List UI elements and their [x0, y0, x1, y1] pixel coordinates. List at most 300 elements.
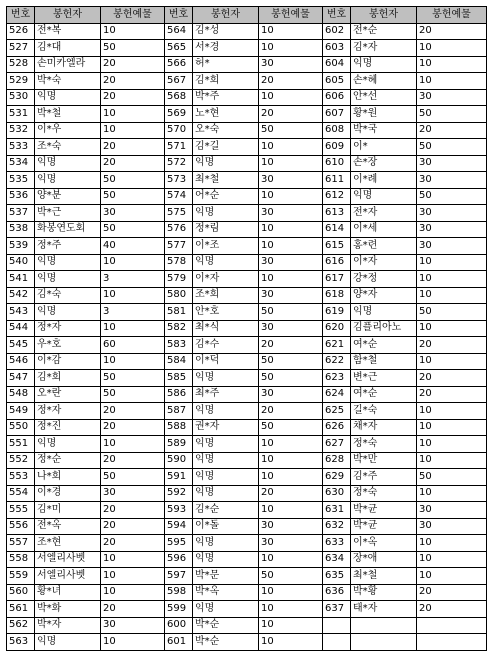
cell-offering: 30	[417, 518, 487, 535]
cell-number: 579	[165, 271, 193, 288]
cell-number: 598	[165, 584, 193, 601]
cell-offering: 10	[417, 485, 487, 502]
cell-number: 556	[7, 518, 35, 535]
cell-offering: 20	[417, 23, 487, 40]
cell-donor: 이*덕	[193, 353, 259, 370]
cell-donor: 익명	[193, 254, 259, 271]
cell-donor: 익명	[193, 551, 259, 568]
cell-number: 531	[7, 106, 35, 123]
cell-donor: 최*주	[193, 386, 259, 403]
cell-offering: 10	[259, 188, 323, 205]
table-row	[7, 221, 487, 238]
cell-number: 596	[165, 551, 193, 568]
cell-donor: 조*희	[193, 287, 259, 304]
cell-donor: 황*원	[351, 106, 417, 123]
cell-offering: 10	[417, 320, 487, 337]
cell-number: 562	[7, 617, 35, 634]
cell-donor: 김*대	[35, 40, 101, 57]
cell-donor: 익명	[35, 254, 101, 271]
cell-number: 588	[165, 419, 193, 436]
cell-donor: 권*자	[193, 419, 259, 436]
cell-donor	[351, 617, 417, 634]
cell-donor: 손*혜	[351, 73, 417, 90]
cell-number: 621	[323, 337, 351, 354]
cell-number: 586	[165, 386, 193, 403]
cell-number: 610	[323, 155, 351, 172]
cell-donor	[351, 634, 417, 651]
cell-number: 590	[165, 452, 193, 469]
table-row	[7, 254, 487, 271]
cell-number: 574	[165, 188, 193, 205]
cell-donor: 익명	[193, 436, 259, 453]
table-row	[7, 617, 487, 634]
cell-offering: 20	[259, 485, 323, 502]
cell-donor: 김*자	[351, 40, 417, 57]
table-row	[7, 452, 487, 469]
cell-donor: 채*자	[351, 419, 417, 436]
cell-offering: 3	[101, 271, 165, 288]
cell-donor: 이*자	[193, 271, 259, 288]
cell-offering: 40	[101, 238, 165, 255]
cell-offering: 30	[417, 502, 487, 519]
header-donor: 봉헌자	[193, 7, 259, 24]
cell-number: 552	[7, 452, 35, 469]
cell-donor: 이*경	[35, 485, 101, 502]
cell-donor: 박*만	[351, 452, 417, 469]
cell-offering: 10	[259, 469, 323, 486]
cell-number: 534	[7, 155, 35, 172]
cell-number: 601	[165, 634, 193, 651]
cell-offering: 10	[417, 40, 487, 57]
cell-offering: 10	[101, 353, 165, 370]
cell-offering: 10	[259, 502, 323, 519]
cell-number: 582	[165, 320, 193, 337]
cell-offering: 50	[259, 568, 323, 585]
cell-donor: 익명	[35, 271, 101, 288]
table-row	[7, 205, 487, 222]
cell-number: 631	[323, 502, 351, 519]
cell-offering: 20	[259, 403, 323, 420]
table-row	[7, 56, 487, 73]
cell-donor: 최*식	[193, 320, 259, 337]
cell-number: 581	[165, 304, 193, 321]
cell-offering: 10	[101, 254, 165, 271]
table-row	[7, 40, 487, 57]
cell-number: 558	[7, 551, 35, 568]
cell-number: 585	[165, 370, 193, 387]
cell-donor: 박*균	[351, 502, 417, 519]
cell-offering: 10	[101, 568, 165, 585]
cell-number: 603	[323, 40, 351, 57]
table-row	[7, 106, 487, 123]
cell-number: 549	[7, 403, 35, 420]
cell-donor: 익명	[35, 304, 101, 321]
cell-number: 578	[165, 254, 193, 271]
table-row	[7, 337, 487, 354]
cell-donor: 익명	[193, 469, 259, 486]
cell-number: 605	[323, 73, 351, 90]
cell-donor: 김플리아노	[351, 320, 417, 337]
cell-donor: 정*진	[35, 419, 101, 436]
cell-offering: 10	[101, 122, 165, 139]
cell-offering: 10	[259, 584, 323, 601]
cell-offering: 10	[101, 436, 165, 453]
cell-number: 572	[165, 155, 193, 172]
cell-number: 571	[165, 139, 193, 156]
cell-offering: 10	[417, 419, 487, 436]
table-row	[7, 122, 487, 139]
cell-offering: 10	[101, 551, 165, 568]
cell-donor: 노*현	[193, 106, 259, 123]
cell-offering: 10	[101, 320, 165, 337]
cell-number: 600	[165, 617, 193, 634]
table-row	[7, 238, 487, 255]
cell-offering: 10	[417, 551, 487, 568]
table-row	[7, 73, 487, 90]
cell-number: 554	[7, 485, 35, 502]
cell-donor: 김*주	[351, 469, 417, 486]
cell-number: 530	[7, 89, 35, 106]
cell-offering: 10	[417, 403, 487, 420]
cell-donor: 익명	[35, 172, 101, 189]
header-row	[7, 7, 487, 24]
cell-number: 606	[323, 89, 351, 106]
cell-offering: 10	[259, 89, 323, 106]
cell-donor: 전*자	[351, 205, 417, 222]
cell-offering: 10	[101, 106, 165, 123]
cell-offering: 10	[101, 287, 165, 304]
header-donor: 봉헌자	[351, 7, 417, 24]
cell-donor: 최*철	[351, 568, 417, 585]
cell-offering	[417, 634, 487, 651]
cell-number: 616	[323, 254, 351, 271]
cell-donor: 길*숙	[351, 403, 417, 420]
cell-donor: 익명	[193, 452, 259, 469]
cell-offering: 20	[101, 139, 165, 156]
cell-donor: 화봉연도회	[35, 221, 101, 238]
cell-offering: 50	[417, 106, 487, 123]
cell-donor: 나*희	[35, 469, 101, 486]
header-offering: 봉헌예물	[101, 7, 165, 24]
cell-offering: 30	[417, 205, 487, 222]
cell-offering: 60	[101, 337, 165, 354]
table-header	[7, 7, 487, 24]
cell-number: 573	[165, 172, 193, 189]
cell-offering: 50	[417, 304, 487, 321]
cell-number: 629	[323, 469, 351, 486]
cell-offering: 30	[259, 535, 323, 552]
cell-number: 542	[7, 287, 35, 304]
cell-offering: 50	[259, 370, 323, 387]
cell-offering: 20	[101, 452, 165, 469]
cell-number: 591	[165, 469, 193, 486]
table-row	[7, 353, 487, 370]
cell-donor: 김*희	[193, 73, 259, 90]
table-row	[7, 485, 487, 502]
cell-number: 637	[323, 601, 351, 618]
cell-donor: 박*화	[35, 601, 101, 618]
cell-number: 611	[323, 172, 351, 189]
cell-offering: 20	[101, 502, 165, 519]
cell-number: 551	[7, 436, 35, 453]
cell-number: 540	[7, 254, 35, 271]
cell-offering: 10	[101, 584, 165, 601]
cell-donor: 안*선	[351, 89, 417, 106]
cell-offering: 10	[259, 221, 323, 238]
cell-number: 539	[7, 238, 35, 255]
cell-donor: 전*복	[35, 23, 101, 40]
table-row	[7, 155, 487, 172]
cell-number: 624	[323, 386, 351, 403]
cell-donor: 박*국	[351, 122, 417, 139]
cell-offering: 20	[417, 386, 487, 403]
cell-offering: 30	[259, 205, 323, 222]
header-offering: 봉헌예물	[259, 7, 323, 24]
table-row	[7, 320, 487, 337]
table-row	[7, 535, 487, 552]
cell-offering: 50	[259, 122, 323, 139]
table-row	[7, 271, 487, 288]
cell-number: 580	[165, 287, 193, 304]
cell-donor: 박*순	[193, 634, 259, 651]
cell-number: 566	[165, 56, 193, 73]
cell-offering: 30	[259, 320, 323, 337]
cell-number: 599	[165, 601, 193, 618]
cell-offering: 10	[259, 436, 323, 453]
cell-donor: 박*문	[193, 568, 259, 585]
cell-offering: 30	[259, 386, 323, 403]
table-row	[7, 584, 487, 601]
cell-donor: 전*옥	[35, 518, 101, 535]
cell-number: 559	[7, 568, 35, 585]
cell-number: 544	[7, 320, 35, 337]
cell-number: 583	[165, 337, 193, 354]
cell-donor: 익명	[193, 485, 259, 502]
cell-number: 592	[165, 485, 193, 502]
cell-donor: 황*녀	[35, 584, 101, 601]
cell-offering: 30	[259, 518, 323, 535]
cell-donor: 익명	[193, 370, 259, 387]
table-row	[7, 436, 487, 453]
cell-offering: 50	[259, 304, 323, 321]
header-number: 번호	[165, 7, 193, 24]
table-row	[7, 502, 487, 519]
cell-donor: 손*장	[351, 155, 417, 172]
cell-number: 538	[7, 221, 35, 238]
cell-number: 589	[165, 436, 193, 453]
cell-donor: 양*분	[35, 188, 101, 205]
table-row	[7, 601, 487, 618]
cell-donor: 김*수	[193, 337, 259, 354]
cell-number: 553	[7, 469, 35, 486]
cell-donor: 손미카엘라	[35, 56, 101, 73]
cell-number: 527	[7, 40, 35, 57]
header-offering: 봉헌예물	[417, 7, 487, 24]
cell-donor: 익명	[35, 155, 101, 172]
cell-donor: 서엘리사벳	[35, 568, 101, 585]
cell-offering: 20	[101, 535, 165, 552]
cell-donor: 조*숙	[35, 139, 101, 156]
table-row	[7, 287, 487, 304]
cell-donor: 태*자	[351, 601, 417, 618]
cell-number: 602	[323, 23, 351, 40]
table-body	[7, 23, 487, 650]
cell-number: 607	[323, 106, 351, 123]
cell-donor: 박*숙	[35, 73, 101, 90]
cell-number: 617	[323, 271, 351, 288]
cell-offering: 30	[417, 221, 487, 238]
cell-offering: 30	[417, 238, 487, 255]
cell-number: 608	[323, 122, 351, 139]
cell-donor: 박*황	[351, 584, 417, 601]
cell-offering: 10	[417, 73, 487, 90]
cell-number: 565	[165, 40, 193, 57]
cell-number: 541	[7, 271, 35, 288]
cell-number: 636	[323, 584, 351, 601]
table-row	[7, 419, 487, 436]
cell-donor: 허*	[193, 56, 259, 73]
cell-donor: 김*성	[193, 23, 259, 40]
cell-donor: 이*자	[351, 254, 417, 271]
cell-offering: 20	[101, 403, 165, 420]
cell-donor: 익명	[193, 601, 259, 618]
cell-number: 628	[323, 452, 351, 469]
cell-donor: 장*애	[351, 551, 417, 568]
cell-offering: 20	[417, 601, 487, 618]
cell-donor: 이*우	[35, 122, 101, 139]
table-row	[7, 172, 487, 189]
cell-donor: 익명	[35, 89, 101, 106]
cell-offering: 20	[417, 337, 487, 354]
cell-donor: 이*감	[35, 353, 101, 370]
cell-number: 630	[323, 485, 351, 502]
cell-offering: 10	[259, 238, 323, 255]
cell-donor: 함*철	[351, 353, 417, 370]
cell-number: 620	[323, 320, 351, 337]
cell-donor: 김*길	[193, 139, 259, 156]
cell-number: 561	[7, 601, 35, 618]
cell-offering: 50	[259, 419, 323, 436]
cell-number: 564	[165, 23, 193, 40]
cell-offering: 50	[101, 370, 165, 387]
cell-donor: 조*현	[35, 535, 101, 552]
cell-number: 567	[165, 73, 193, 90]
cell-offering: 20	[101, 155, 165, 172]
cell-offering: 10	[417, 452, 487, 469]
cell-offering: 20	[101, 601, 165, 618]
cell-offering: 30	[101, 617, 165, 634]
cell-donor: 안*호	[193, 304, 259, 321]
cell-donor: 여*순	[351, 337, 417, 354]
cell-offering: 20	[101, 73, 165, 90]
cell-donor: 김*미	[35, 502, 101, 519]
cell-number: 627	[323, 436, 351, 453]
cell-number: 547	[7, 370, 35, 387]
cell-offering: 20	[259, 106, 323, 123]
cell-number: 575	[165, 205, 193, 222]
cell-donor: 이*례	[351, 172, 417, 189]
cell-number: 555	[7, 502, 35, 519]
cell-donor: 이*조	[193, 238, 259, 255]
table-row	[7, 139, 487, 156]
cell-donor: 익명	[351, 304, 417, 321]
cell-number: 634	[323, 551, 351, 568]
cell-number: 569	[165, 106, 193, 123]
cell-donor: 익명	[35, 634, 101, 651]
cell-number: 535	[7, 172, 35, 189]
cell-offering: 20	[417, 370, 487, 387]
cell-number: 604	[323, 56, 351, 73]
table-row	[7, 403, 487, 420]
cell-offering: 20	[259, 73, 323, 90]
cell-number: 563	[7, 634, 35, 651]
cell-donor: 김*순	[193, 502, 259, 519]
cell-donor: 홍*련	[351, 238, 417, 255]
table-row	[7, 304, 487, 321]
cell-offering: 20	[259, 337, 323, 354]
table-row	[7, 518, 487, 535]
cell-offering: 50	[101, 469, 165, 486]
header-number: 번호	[7, 7, 35, 24]
cell-donor: 박*근	[35, 205, 101, 222]
cell-number: 609	[323, 139, 351, 156]
cell-donor: 익명	[193, 155, 259, 172]
cell-offering	[417, 617, 487, 634]
cell-number: 613	[323, 205, 351, 222]
cell-donor: 익명	[351, 188, 417, 205]
cell-donor: 오*란	[35, 386, 101, 403]
cell-offering: 50	[101, 221, 165, 238]
cell-number: 546	[7, 353, 35, 370]
cell-offering: 30	[101, 205, 165, 222]
cell-number: 533	[7, 139, 35, 156]
cell-number: 550	[7, 419, 35, 436]
cell-donor: 박*옥	[193, 584, 259, 601]
cell-donor: 어*순	[193, 188, 259, 205]
cell-offering: 30	[259, 254, 323, 271]
cell-donor: 전*순	[351, 23, 417, 40]
cell-number: 626	[323, 419, 351, 436]
cell-number: 594	[165, 518, 193, 535]
cell-offering: 10	[259, 155, 323, 172]
cell-number: 635	[323, 568, 351, 585]
table-row	[7, 188, 487, 205]
cell-number: 615	[323, 238, 351, 255]
table-row	[7, 469, 487, 486]
cell-number: 619	[323, 304, 351, 321]
cell-offering: 10	[259, 139, 323, 156]
cell-donor: 정*자	[35, 403, 101, 420]
cell-offering: 10	[417, 436, 487, 453]
cell-number: 568	[165, 89, 193, 106]
cell-offering: 50	[417, 469, 487, 486]
cell-offering: 50	[101, 172, 165, 189]
cell-donor: 여*순	[351, 386, 417, 403]
cell-number: 612	[323, 188, 351, 205]
cell-donor: 박*주	[193, 89, 259, 106]
cell-donor: 익명	[35, 436, 101, 453]
cell-offering: 20	[101, 518, 165, 535]
table-row	[7, 370, 487, 387]
cell-donor: 김*숙	[35, 287, 101, 304]
table-row	[7, 551, 487, 568]
cell-number: 597	[165, 568, 193, 585]
cell-donor: 오*숙	[193, 122, 259, 139]
cell-number: 595	[165, 535, 193, 552]
cell-offering: 10	[417, 535, 487, 552]
cell-number: 633	[323, 535, 351, 552]
cell-offering: 30	[259, 172, 323, 189]
